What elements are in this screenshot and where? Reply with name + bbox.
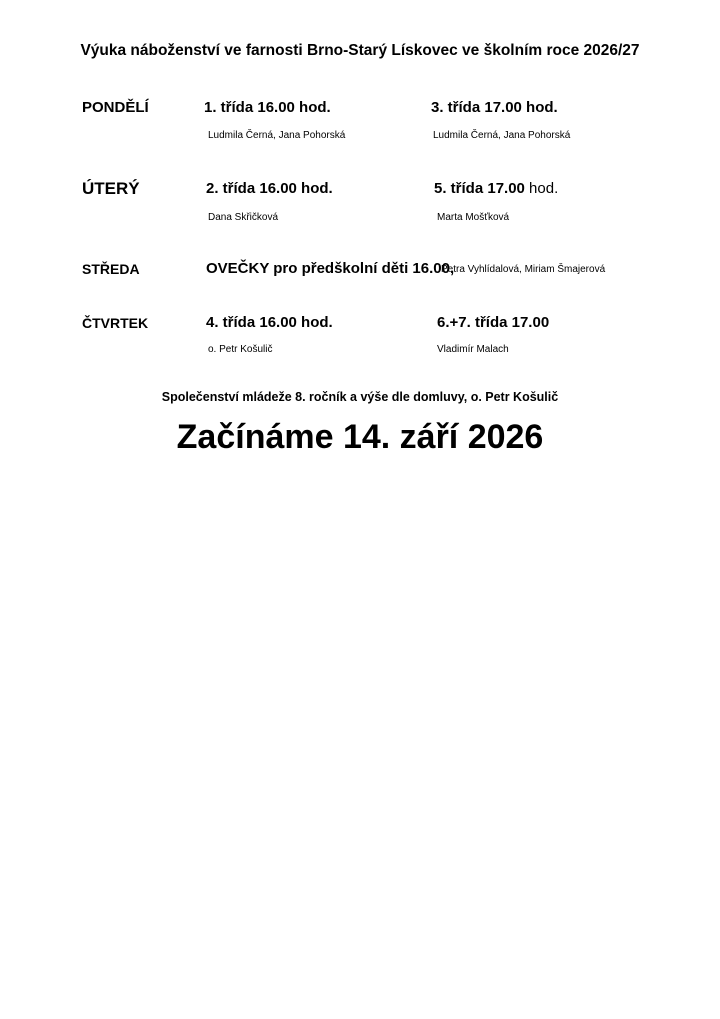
day-label-thursday: ČTVRTEK bbox=[82, 315, 149, 331]
start-date-heading: Začínáme 14. září 2026 bbox=[176, 418, 544, 456]
monday-teachers-b: Ludmila Černá, Jana Pohorská bbox=[433, 130, 571, 141]
wednesday-teachers-a: Petra Vyhlídalová, Miriam Šmajerová bbox=[441, 264, 606, 275]
wednesday-class-a: OVEČKY pro předškolní děti 16.00, bbox=[206, 260, 455, 277]
tuesday-class-b bbox=[434, 180, 558, 197]
youth-group-note: Společenství mládeže 8. ročník a výše dle domluvy, o. Petr Košulič bbox=[161, 390, 559, 404]
day-label-tuesday: ÚTERÝ bbox=[82, 179, 140, 198]
monday-class-a: 1. třída 16.00 hod. bbox=[204, 99, 331, 116]
thursday-teachers-b: Vladimír Malach bbox=[437, 344, 509, 355]
monday-class-b: 3. třída 17.00 hod. bbox=[431, 99, 558, 116]
monday-teachers-a: Ludmila Černá, Jana Pohorská bbox=[208, 130, 346, 141]
tuesday-teachers-a: Dana Skřičková bbox=[208, 212, 279, 223]
tuesday-teachers-b: Marta Mošťková bbox=[437, 212, 510, 223]
thursday-class-a: 4. třída 16.00 hod. bbox=[206, 314, 333, 331]
page-title: Výuka náboženství ve farnosti Brno-Starý Lískovec ve školním roce 2026/27 bbox=[80, 42, 640, 59]
thursday-class-b: 6.+7. třída 17.00 bbox=[437, 314, 550, 331]
day-label-monday: PONDĚLÍ bbox=[82, 99, 149, 116]
tuesday-class-a: 2. třída 16.00 hod. bbox=[206, 180, 333, 197]
day-label-wednesday: STŘEDA bbox=[82, 261, 140, 277]
tuesday-class-b-suffix: hod. bbox=[524, 180, 559, 197]
thursday-teachers-a: o. Petr Košulič bbox=[208, 344, 273, 355]
tuesday-class-b-text: 5. třída 17.00 bbox=[434, 180, 525, 197]
